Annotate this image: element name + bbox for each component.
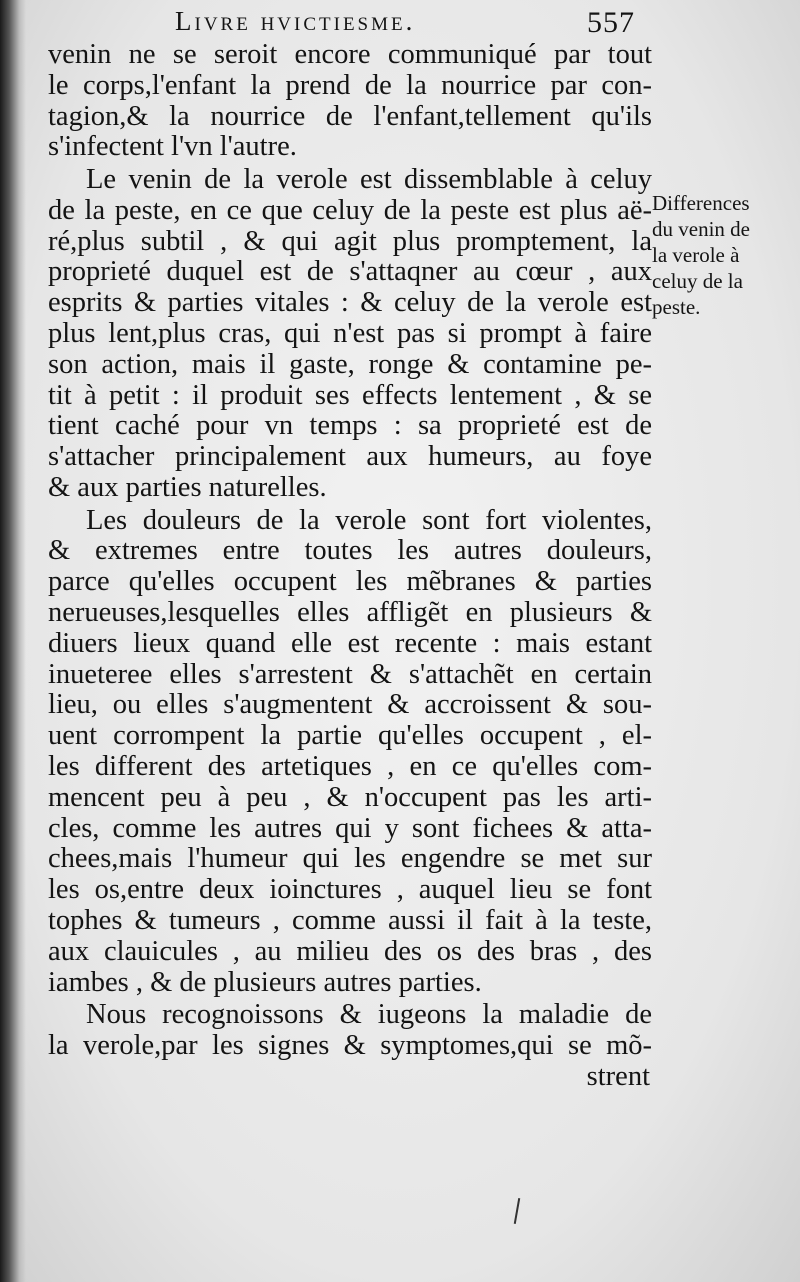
text-line: esprits & parties vitales : & celuy de la verole est	[48, 287, 652, 319]
text-line: tit à petit : il produit ses effects lentement , & se	[48, 379, 652, 411]
paragraph-first-line: Nous recognoissons & iugeons la maladie de	[86, 999, 652, 1031]
ink-mark	[514, 1198, 520, 1224]
margin-note-line: peste.	[652, 295, 701, 319]
text-line: parce qu'elles occupent les mẽbranes & parties	[48, 566, 652, 598]
page-number: 557	[587, 6, 635, 39]
text-line: plus lent,plus cras, qui n'est pas si prompt à faire	[48, 317, 652, 349]
text-line: chees,mais l'humeur qui les engendre se met sur	[48, 843, 652, 875]
body-text	[48, 40, 652, 1092]
running-title: Livre hvictiesme.	[175, 6, 416, 36]
text-line: la verole,par les signes & symptomes,qui se mõ-	[48, 1029, 652, 1061]
text-line: les different des artetiques , en ce qu'elles com-	[48, 750, 652, 782]
text-line: lieu, ou elles s'augmentent & accroissent & sou-	[48, 689, 652, 721]
text-line: & aux parties naturelles.	[48, 471, 327, 503]
margin-note-line: la verole à	[652, 243, 740, 267]
text-line: s'infectent l'vn l'autre.	[48, 131, 297, 163]
text-line: les os,entre deux ioinctures , auquel lieu se font	[48, 874, 652, 906]
catchword: strent	[586, 1060, 650, 1092]
text-line: iambes , & de plusieurs autres parties.	[48, 966, 482, 998]
text-line: ré,plus subtil , & qui agit plus promptement, la	[48, 225, 652, 257]
text-line: nerueuses,lesquelles elles affligẽt en plusieurs &	[48, 596, 652, 628]
text-line: aux clauicules , au milieu des os des bras , des	[48, 935, 652, 967]
binding-gutter	[0, 0, 26, 1282]
text-line: de la peste, en ce que celuy de la peste est plus aë-	[48, 194, 652, 226]
text-line: cles, comme les autres qui y sont fichees & atta-	[48, 812, 652, 844]
text-line: tophes & tumeurs , comme aussi il fait à la teste,	[48, 904, 652, 936]
text-line: uent corrompent la partie qu'elles occupent , el-	[48, 720, 652, 752]
margin-note	[652, 190, 792, 320]
text-line: le corps,l'enfant la prend de la nourrice par con-	[48, 69, 652, 101]
margin-note-line: Differences	[652, 191, 750, 215]
text-line: tagion,& la nourrice de l'enfant,tellement qu'ils	[48, 100, 652, 132]
margin-note-line: du venin de	[652, 217, 750, 241]
text-line: diuers lieux quand elle est recente : mais estant	[48, 627, 652, 659]
text-line: mencent peu à peu , & n'occupent pas les arti-	[48, 781, 652, 813]
text-line: tient caché pour vn temps : sa proprieté est de	[48, 410, 652, 442]
paragraph-first-line: Les douleurs de la verole sont fort violentes,	[86, 504, 652, 536]
text-line: & extremes entre toutes les autres douleurs,	[48, 535, 652, 567]
text-line: inueteree elles s'arrestent & s'attachẽt en certain	[48, 658, 652, 690]
text-line: proprieté duquel est de s'attaqner au cœur , aux	[48, 256, 652, 288]
text-line: venin ne se seroit encore communiqué par tout	[48, 39, 652, 70]
margin-note-line: celuy de la	[652, 269, 743, 293]
paragraph-first-line: Le venin de la verole est dissemblable à celuy	[86, 163, 652, 195]
text-line: s'attacher principalement aux humeurs, au foye	[48, 441, 652, 473]
text-line: son action, mais il gaste, ronge & contamine pe-	[48, 348, 652, 380]
